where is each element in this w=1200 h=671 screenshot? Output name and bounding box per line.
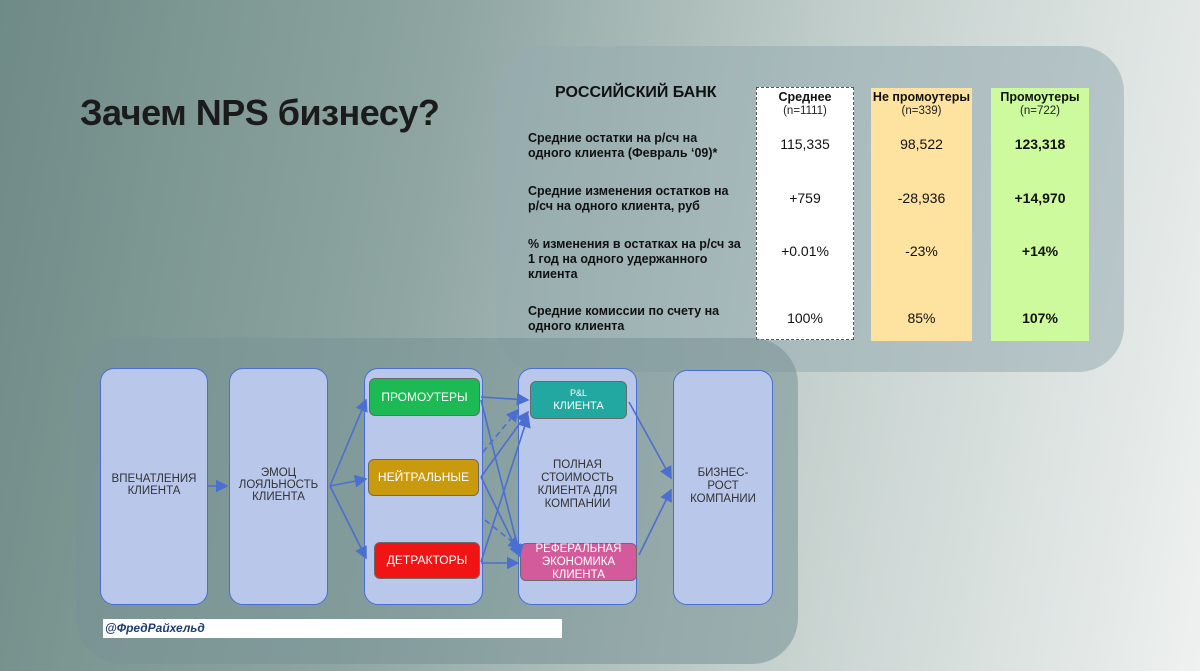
cell-value: 100%	[787, 310, 823, 326]
cell-value: -28,936	[897, 190, 946, 206]
bank-title: РОССИЙСКИЙ БАНК	[555, 84, 717, 101]
impressions-label: ВПЕЧАТЛЕНИЯ КЛИЕНТА	[111, 473, 197, 497]
cell-value: +14,970	[1014, 190, 1066, 206]
cell-value: 115,335	[780, 136, 830, 152]
full-value-label: ПОЛНАЯ СТОИМОСТЬ КЛИЕНТА ДЛЯ КОМПАНИИ	[537, 459, 618, 510]
slide-title: Зачем NPS бизнесу?	[80, 92, 440, 133]
business-label: БИЗНЕС- РОСТ КОМПАНИИ	[690, 467, 756, 505]
cell-value: +759	[789, 190, 821, 206]
row-label-percent-change: % изменения в остатках на р/сч за 1 год на одного удержанного клиента	[528, 237, 741, 281]
author-handle: @ФредРайхельд	[103, 619, 562, 638]
column-header: Среднее	[778, 90, 832, 104]
arrow	[330, 479, 366, 486]
arrow	[330, 486, 366, 558]
column-header: Промоутеры	[1000, 90, 1080, 104]
row-label-balance-change: Средние изменения остатков на р/сч на одного клиента, руб	[528, 184, 729, 213]
arrow	[639, 490, 671, 555]
column-sample-size: (n=722)	[1020, 105, 1060, 117]
loyalty-label: ЭМОЦ ЛОЯЛЬНОСТЬ КЛИЕНТА	[238, 467, 319, 503]
column-header: Не промоутеры	[872, 90, 971, 104]
row-label-avg-balance: Средние остатки на р/сч на одного клиента (Февраль ‘09)*	[528, 131, 718, 160]
row-label-commissions: Средние комиссии по счету на одного клиента	[528, 304, 720, 333]
column-sample-size: (n=339)	[901, 105, 942, 117]
detractors-pill: ДЕТРАКТОРЫ	[374, 542, 480, 579]
column-sample-size: (n=1111)	[783, 105, 827, 117]
cell-value: 85%	[907, 310, 936, 326]
neutrals-pill: НЕЙТРАЛЬНЫЕ	[368, 459, 479, 496]
arrow	[481, 397, 528, 400]
arrow	[629, 402, 671, 478]
arrow	[481, 400, 520, 556]
cell-value: 98,522	[900, 136, 943, 152]
arrow	[481, 416, 528, 562]
pl-line2: КЛИЕНТА	[553, 400, 604, 412]
cell-value: 107%	[1022, 310, 1058, 326]
cell-value: +0.01%	[781, 243, 829, 259]
cell-value: -23%	[905, 243, 938, 259]
arrow	[481, 412, 528, 477]
cell-value: 123,318	[1014, 136, 1066, 152]
cell-value: +14%	[1021, 243, 1059, 259]
referral-pill: РЕФЕРАЛЬНАЯ ЭКОНОМИКА КЛИЕНТА	[520, 543, 637, 581]
promoters-pill: ПРОМОУТЕРЫ	[369, 378, 480, 416]
arrow	[330, 400, 366, 486]
pl-line1: P&L	[569, 388, 587, 398]
